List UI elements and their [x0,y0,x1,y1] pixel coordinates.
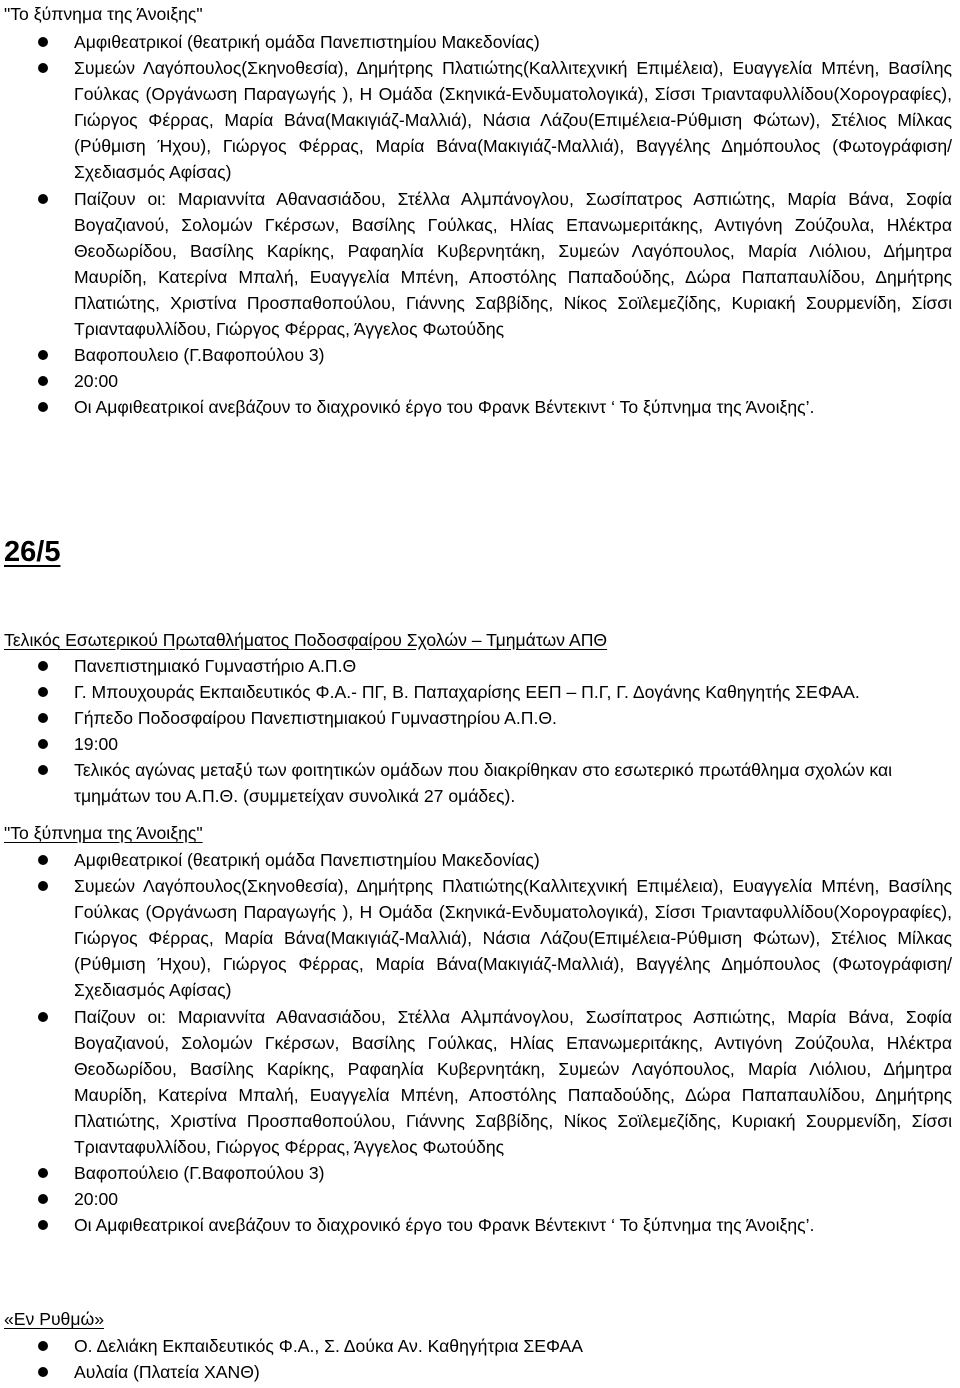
organizer-item: Γ. Μπουχουράς Εκπαιδευτικός Φ.Α.- ΠΓ, Β. Παπαχαρίσης ΕΕΠ – Π.Γ, Γ. Δογάνης Καθηγητής ΣΕΦΑΑ. [0,679,960,705]
cast-item: Παίζουν οι: Μαριαννίτα Αθανασιάδου, Στέλλα Αλμπάνογλου, Σωσίπατρος Ασπιώτης, Μαρία Βάνα, Σοφία Βογαζιανού, Σολομών Γκέρσων, Βασίλης Γούλκας, Ηλίας Επανωμεριτάκης, Αντιγόνη Ζούζουλα, Ηλέκτρα Θεοδωρίδου, Βασίλης Καρίκης, Ραφαηλία Κυβερνητάκη, Συμεών Λαγόπουλος, Μαρία Λιόλιου, Δήμητρα Μαυρίδη, Κατερίνα Μπαλή, Ευαγγελία Μπένη, Αποστόλης Παπαδούδης, Δώρα Παπαπαυλίδου, Δημήτρης Πλατιώτης, Χριστίνα Προσπαθοπούλου, Γιάννης Σαββίδης, Νίκος Σοϊλεμεζίδης, Κυριακή Σουρμενίδη, Σίσσι Τριανταφυλλίδου, Γιώργος Φέρρας, Άγγελος Φωτούδης [0,1004,960,1161]
event-details-list [0,653,960,810]
venue-item: Βαφοπούλειο (Γ.Βαφοπούλου 3) [0,1160,960,1186]
credits-item: Συμεών Λαγόπουλος(Σκηνοθεσία), Δημήτρης Πλατιώτης(Καλλιτεχνική Επιμέλεια), Ευαγγελία Μπένη, Βασίλης Γούλκας (Οργάνωση Παραγωγής ), Η Ομάδα (Σκηνικά-Ενδυματολογικά), Σίσσι Τριανταφυλλίδου(Χορογραφίες), Γιώργος Φέρρας, Μαρία Βάνα(Μακιγιάζ-Μαλλιά), Νάσια Λάζου(Επιμέλεια-Ρύθμιση Φώτων), Στέλιος Μίλκας (Ρύθμιση Ήχου), Γιώργος Φέρρας, Μαρία Βάνα(Μακιγιάζ-Μαλλιά), Βαγγέλης Δημόπουλος (Φωτογράφιση/Σχεδιασμός Αφίσας) [0,55,960,185]
cast-item: Παίζουν οι: Μαριαννίτα Αθανασιάδου, Στέλλα Αλμπάνογλου, Σωσίπατρος Ασπιώτης, Μαρία Βάνα, Σοφία Βογαζιανού, Σολομών Γκέρσων, Βασίλης Γούλκας, Ηλίας Επανωμεριτάκης, Αντιγόνη Ζούζουλα, Ηλέκτρα Θεοδωρίδου, Βασίλης Καρίκης, Ραφαηλία Κυβερνητάκη, Συμεών Λαγόπουλος, Μαρία Λιόλιου, Δήμητρα Μαυρίδη, Κατερίνα Μπαλή, Ευαγγελία Μπένη, Αποστόλης Παπαδούδης, Δώρα Παπαπαυλίδου, Δημήτρης Πλατιώτης, Χριστίνα Προσπαθοπούλου, Γιάννης Σαββίδης, Νίκος Σοϊλεμεζίδης, Κυριακή Σουρμενίδη, Σίσσι Τριανταφυλλίδου, Γιώργος Φέρρας, Άγγελος Φωτούδης [0,186,960,343]
organizer-item: Αμφιθεατρικοί (θεατρική ομάδα Πανεπιστημίου Μακεδονίας) [0,29,960,55]
organizer-item: Ο. Δελιάκη Εκπαιδευτικός Φ.Α., Σ. Δούκα Αν. Καθηγήτρια ΣΕΦΑΑ [0,1333,960,1359]
event-details-list [0,1333,960,1385]
event-details-list [0,847,960,1238]
description-item: Τελικός αγώνας μεταξύ των φοιτητικών ομάδων που διακρίθηκαν στο εσωτερικό πρωτάθλημα σχολών και τμημάτων του Α.Π.Θ. (συμμετείχαν συνολικά 27 ομάδες). [0,757,960,809]
time-item: 20:00 [0,1186,960,1212]
venue-item: Αυλαία (Πλατεία ΧΑΝΘ) [0,1359,960,1385]
time-item: 19:00 [0,731,960,757]
event-title: "Το ξύπνημα της Άνοιξης" [4,4,203,24]
event-details-list [0,29,960,420]
description-item: Οι Αμφιθεατρικοί ανεβάζουν το διαχρονικό έργο του Φρανκ Βέντεκιντ ‘ Το ξύπνημα της Άνοιξης’. [0,1212,960,1238]
event-title: "Το ξύπνημα της Άνοιξης" [4,823,203,843]
event-title: «Εν Ρυθμώ» [4,1309,105,1329]
credits-item: Συμεών Λαγόπουλος(Σκηνοθεσία), Δημήτρης Πλατιώτης(Καλλιτεχνική Επιμέλεια), Ευαγγελία Μπένη, Βασίλης Γούλκας (Οργάνωση Παραγωγής ), Η Ομάδα (Σκηνικά-Ενδυματολογικά), Σίσσι Τριανταφυλλίδου(Χορογραφίες), Γιώργος Φέρρας, Μαρία Βάνα(Μακιγιάζ-Μαλλιά), Νάσια Λάζου(Επιμέλεια-Ρύθμιση Φώτων), Στέλιος Μίλκας (Ρύθμιση Ήχου), Γιώργος Φέρρας, Μαρία Βάνα(Μακιγιάζ-Μαλλιά), Βαγγέλης Δημόπουλος (Φωτογράφιση/Σχεδιασμός Αφίσας) [0,873,960,1003]
date-heading: 26/5 [4,536,61,568]
event-title: Τελικός Εσωτερικού Πρωταθλήματος Ποδοσφαίρου Σχολών – Τμημάτων ΑΠΘ [4,630,608,650]
organizer-item: Αμφιθεατρικοί (θεατρική ομάδα Πανεπιστημίου Μακεδονίας) [0,847,960,873]
description-item: Οι Αμφιθεατρικοί ανεβάζουν το διαχρονικό έργο του Φρανκ Βέντεκιντ ‘ Το ξύπνημα της Άνοιξης’. [0,394,960,420]
venue-item: Βαφοπουλειο (Γ.Βαφοπούλου 3) [0,342,960,368]
venue-item: Πανεπιστημιακό Γυμναστήριο Α.Π.Θ [0,653,960,679]
location-item: Γήπεδο Ποδοσφαίρου Πανεπιστημιακού Γυμναστηρίου Α.Π.Θ. [0,705,960,731]
time-item: 20:00 [0,368,960,394]
